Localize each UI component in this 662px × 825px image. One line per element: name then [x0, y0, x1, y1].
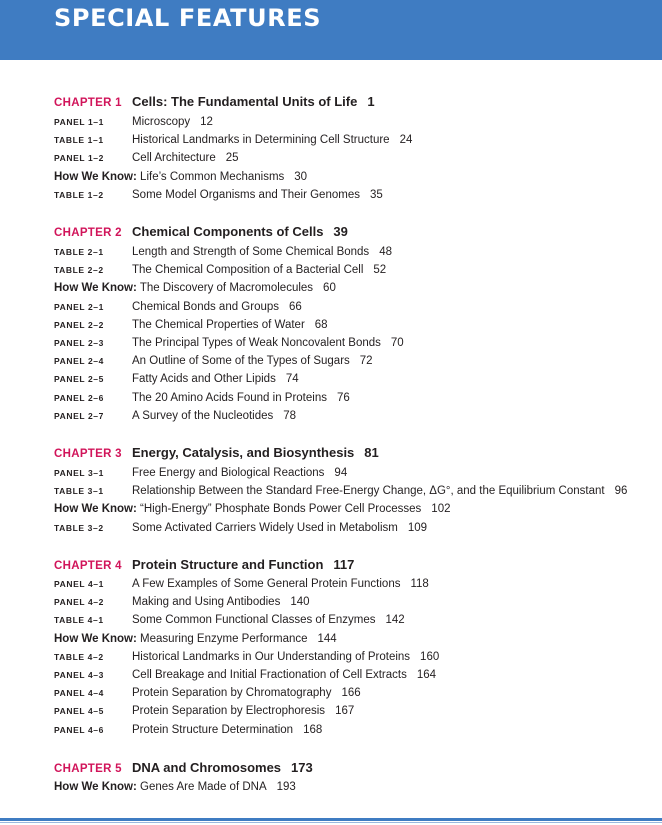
feature-entry[interactable]	[54, 467, 348, 479]
entry-title-group	[132, 301, 302, 313]
entry-title-group	[132, 373, 299, 385]
entry-title: Measuring Enzyme Performance	[140, 632, 308, 645]
entry-type-label: PANEL 2–2	[54, 319, 104, 330]
chapter-title: DNA and Chromosomes	[132, 760, 282, 775]
feature-entry[interactable]	[54, 246, 392, 258]
entry-title: Cell Architecture	[132, 152, 216, 165]
chapter-heading[interactable]	[54, 557, 355, 572]
how-we-know-label: How We Know:	[54, 632, 137, 645]
entry-type-label: PANEL 4–3	[54, 670, 104, 680]
entry-page-number: 74	[285, 373, 299, 386]
entry-type-label: PANEL 2–1	[54, 301, 104, 312]
entry-title: Some Common Functional Classes of Enzymes	[132, 614, 376, 627]
chapter-page-number: 1	[367, 94, 375, 109]
entry-page-number: 76	[336, 391, 350, 404]
chapter-title-group	[132, 445, 379, 460]
chapter-heading[interactable]	[54, 224, 348, 239]
entry-title: Length and Strength of Some Chemical Bonds	[132, 246, 370, 258]
feature-entry[interactable]	[54, 116, 213, 128]
entry-title-group	[132, 651, 439, 663]
entry-title-group	[132, 522, 427, 534]
entry-title: An Outline of Some of the Types of Sugars	[132, 355, 350, 368]
feature-entry[interactable]	[54, 337, 404, 349]
entry-title: Genes Are Made of DNA	[140, 781, 267, 793]
entry-title-group	[132, 669, 436, 681]
entry-type-label: TABLE 4–1	[54, 615, 104, 626]
entry-page-number: 160	[420, 650, 440, 663]
entry-title: Historical Landmarks in Our Understanding of Proteins	[132, 650, 411, 663]
entry-page-number: 102	[431, 503, 451, 516]
how-we-know-entry[interactable]	[54, 282, 336, 294]
chapter-heading[interactable]	[54, 760, 313, 775]
entry-title-group	[132, 264, 386, 276]
chapter-page-number: 117	[333, 557, 355, 572]
chapter-label: CHAPTER 4	[54, 560, 122, 572]
how-we-know-entry[interactable]	[54, 633, 337, 645]
entry-page-number: 166	[341, 687, 361, 700]
entry-title: Chemical Bonds and Groups	[132, 300, 280, 313]
entry-page-number: 78	[283, 409, 297, 422]
entry-title-group	[132, 614, 405, 626]
entry-title: Making and Using Antibodies	[132, 596, 281, 609]
chapter-page-number: 81	[364, 445, 379, 460]
entry-type-label: PANEL 4–1	[54, 579, 104, 589]
entry-title: Relationship Between the Standard Free-Energy Change, ΔG°, and the Equilibrium Constant	[132, 485, 605, 498]
entry-title: The Discovery of Macromolecules	[139, 282, 314, 295]
entry-type-label: PANEL 4–2	[54, 597, 104, 608]
entry-title: Some Activated Carriers Widely Used in Metabolism	[132, 521, 398, 534]
entry-title: “High-Energy” Phosphate Bonds Power Cell Processes	[140, 503, 422, 516]
entry-page-number: 70	[390, 337, 404, 349]
entry-title: Cell Breakage and Initial Fractionation of Cell Extracts	[132, 669, 407, 681]
entry-page-number: 52	[373, 264, 387, 277]
entry-type-label: PANEL 2–6	[54, 392, 104, 403]
how-we-know-label: How We Know:	[54, 170, 137, 183]
chapter-title-group	[132, 557, 354, 572]
entry-title-group	[132, 578, 429, 590]
entry-title: The 20 Amino Acids Found in Proteins	[132, 391, 327, 404]
how-we-know-label: How We Know:	[54, 282, 137, 295]
entry-title-group	[132, 246, 392, 258]
entry-title-group	[132, 189, 383, 201]
chapter-label: CHAPTER 5	[54, 763, 122, 775]
entry-type-label: PANEL 2–7	[54, 410, 104, 421]
entry-page-number: 24	[399, 134, 413, 147]
chapter-title: Cells: The Fundamental Units of Life	[132, 94, 358, 109]
header-banner	[0, 0, 662, 60]
entry-type-label: TABLE 3–1	[54, 486, 104, 497]
entry-page-number: 72	[359, 355, 373, 368]
feature-entry[interactable]	[54, 485, 628, 498]
entry-title-group	[132, 410, 296, 422]
feature-entry[interactable]	[54, 134, 413, 147]
how-we-know-label: How We Know:	[54, 503, 137, 516]
chapter-heading[interactable]	[54, 445, 379, 460]
chapter-page-number: 173	[291, 760, 313, 775]
entry-page-number: 48	[379, 246, 392, 258]
entry-page-number: 12	[200, 116, 213, 128]
chapter-title-group	[132, 94, 375, 109]
entry-page-number: 35	[369, 188, 383, 201]
entry-type-label: PANEL 4–4	[54, 688, 104, 699]
feature-entry[interactable]	[54, 318, 328, 331]
entry-type-label: PANEL 3–1	[54, 468, 104, 478]
feature-entry[interactable]	[54, 596, 310, 609]
entry-title-group	[132, 687, 361, 699]
entry-title-group	[132, 355, 373, 367]
feature-entry[interactable]	[54, 521, 428, 534]
feature-entry[interactable]	[54, 409, 297, 422]
bottom-divider-thin	[0, 822, 662, 823]
how-we-know-label: How We Know:	[54, 781, 137, 793]
entry-type-label: TABLE 2–1	[54, 247, 104, 257]
entry-title-group	[132, 724, 322, 736]
entry-page-number: 30	[294, 170, 308, 183]
entry-page-number: 25	[225, 152, 239, 165]
entry-title-group	[132, 116, 213, 128]
entry-title-group	[132, 705, 354, 717]
entry-type-label: PANEL 1–1	[54, 117, 104, 127]
entry-title-group	[132, 596, 310, 608]
chapter-page-number: 39	[333, 224, 348, 239]
entry-title: Protein Separation by Chromatography	[132, 687, 332, 700]
entry-page-number: 68	[314, 318, 328, 331]
entry-type-label: TABLE 1–1	[54, 135, 104, 146]
entry-page-number: 142	[385, 614, 405, 627]
entry-type-label: TABLE 3–2	[54, 522, 104, 533]
entry-title-group	[132, 392, 350, 404]
feature-entry[interactable]	[54, 669, 437, 681]
entry-title: Protein Structure Determination	[132, 723, 294, 736]
entry-title: Historical Landmarks in Determining Cell Structure	[132, 134, 390, 147]
feature-entry[interactable]	[54, 578, 429, 590]
entry-type-label: TABLE 2–2	[54, 265, 104, 276]
entry-title: Protein Separation by Electrophoresis	[132, 705, 326, 718]
feature-entry[interactable]	[54, 705, 355, 718]
how-we-know-entry[interactable]	[54, 171, 307, 183]
feature-entry[interactable]	[54, 264, 387, 277]
feature-entry[interactable]	[54, 614, 405, 627]
entry-title: Some Model Organisms and Their Genomes	[132, 188, 360, 201]
feature-entry[interactable]	[54, 391, 350, 404]
entry-type-label: PANEL 1–2	[54, 153, 104, 164]
feature-entry[interactable]	[54, 687, 361, 700]
feature-entry[interactable]	[54, 300, 302, 313]
entry-type-label: PANEL 2–5	[54, 374, 104, 385]
entry-title: Fatty Acids and Other Lipids	[132, 373, 276, 386]
entry-page-number: 144	[317, 632, 337, 645]
entry-title: Microscopy	[132, 116, 191, 128]
entry-page-number: 94	[334, 467, 348, 479]
feature-entry[interactable]	[54, 723, 323, 736]
chapter-label: CHAPTER 1	[54, 97, 122, 109]
entry-type-label: PANEL 2–3	[54, 338, 104, 348]
page-title: SPECIAL FEATURES	[54, 4, 322, 32]
entry-type-label: TABLE 1–2	[54, 189, 104, 200]
entry-type-label: PANEL 2–4	[54, 356, 104, 367]
chapter-title-group	[132, 224, 348, 239]
entry-type-label: PANEL 4–5	[54, 706, 104, 717]
chapter-label: CHAPTER 2	[54, 227, 122, 239]
entry-page-number: 164	[416, 669, 437, 681]
entry-title-group	[132, 152, 239, 164]
entry-page-number: 118	[410, 578, 429, 590]
entry-page-number: 109	[407, 521, 428, 534]
entry-page-number: 193	[276, 781, 296, 793]
entry-page-number: 96	[614, 485, 628, 498]
how-we-know-entry[interactable]	[54, 781, 296, 793]
entry-title: The Principal Types of Weak Noncovalent Bonds	[132, 337, 381, 349]
chapter-title: Energy, Catalysis, and Biosynthesis	[132, 445, 355, 460]
entry-title: A Few Examples of Some General Protein Functions	[132, 578, 401, 590]
feature-entry[interactable]	[54, 152, 239, 165]
entry-page-number: 60	[323, 282, 336, 295]
chapter-heading[interactable]	[54, 94, 375, 109]
entry-title-group	[132, 485, 627, 497]
entry-page-number: 66	[289, 300, 302, 313]
entry-type-label: TABLE 4–2	[54, 651, 104, 662]
entry-title: The Chemical Properties of Water	[132, 318, 305, 331]
feature-entry[interactable]	[54, 650, 440, 663]
bottom-divider	[0, 818, 662, 821]
entry-title-group	[132, 337, 404, 349]
entry-title: Free Energy and Biological Reactions	[132, 467, 325, 479]
feature-entry[interactable]	[54, 355, 373, 368]
entry-page-number: 140	[290, 596, 310, 609]
how-we-know-entry[interactable]	[54, 503, 450, 515]
entry-title: A Survey of the Nucleotides	[132, 409, 274, 422]
entry-title-group	[132, 319, 328, 331]
entry-type-label: PANEL 4–6	[54, 724, 104, 735]
entry-page-number: 168	[303, 723, 323, 736]
entry-title: The Chemical Composition of a Bacterial Cell	[132, 264, 364, 277]
chapter-title: Chemical Components of Cells	[132, 224, 324, 239]
entry-title-group	[132, 467, 347, 479]
chapter-label: CHAPTER 3	[54, 448, 122, 460]
entry-page-number: 167	[335, 705, 355, 718]
chapter-title-group	[132, 760, 313, 775]
feature-entry[interactable]	[54, 373, 299, 386]
entry-title: Life’s Common Mechanisms	[140, 170, 285, 183]
entry-title-group	[132, 134, 412, 146]
feature-entry[interactable]	[54, 188, 383, 201]
chapter-title: Protein Structure and Function	[132, 557, 324, 572]
